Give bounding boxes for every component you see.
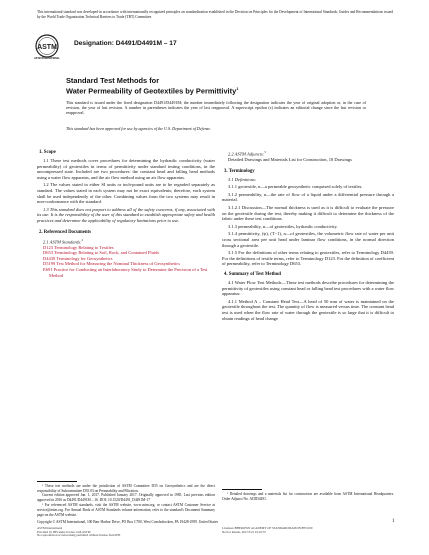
para-3-1-2-1: 3.1.2.1 Discussion—The normal thickness is used as it is difficult to evaluate the pressure on the geotextile during the test, thereby making it difficult to determine the thickness of the fabric under these test conditions. [222, 205, 394, 222]
section-1-heading: 1. Scope [39, 150, 56, 155]
footnote-1: ¹ These test methods are under the jurisdiction of ASTM Committee D35 on Geosynthetics and are the direct responsibility of Subcommittee D35.03 on Permeability and Filtration. [37, 484, 215, 493]
referenced-documents-list [43, 245, 215, 279]
astm-standards-sup: 2 [81, 237, 84, 242]
para-4-1: 4.1 Water Flow Test Methods—These test methods describe procedures for determining the permittivity of geotextiles using constant head or falling head test procedures with a water flow apparatus: [222, 280, 394, 297]
para-2-2 [222, 150, 394, 157]
para-1-1: 1.1 These test methods cover procedures for determining the hydraulic conductivity (water permeability) of geotextiles in terms of permittivity under standard testing conditions, in the uncompressed state. Included are two procedures: the constant head and falling head methods using a water flow apparatus, and the air flow method using an air flow apparatus. [37, 158, 215, 180]
left-column [37, 150, 215, 278]
para-3-1-3: 3.1.3 permeability, n—of geotextiles, hydraulic conductivity. [228, 223, 338, 229]
astm-logo [34, 33, 60, 63]
header-notice: This international standard was developed in accordance with internationally recognized principles on standardization established in the Decision on Principles for the Development of International Standards, Guides and Recommendations issued by the World Trade Organization Technical Barriers to Trade (TBT) Committee. [37, 10, 393, 19]
footnote-3: ³ Detailed drawings and a materials list for construction are available from ASTM International Headquarters. Order Adjunct No. ADJD4491. [222, 492, 394, 501]
ref-text: Terminology for Geosynthetics [55, 255, 113, 261]
title-footnote-mark: 1 [236, 86, 239, 91]
para-3-1: 3.1 Definitions: [228, 176, 257, 182]
section-4-heading: 4. Summary of Test Method [224, 272, 281, 277]
ref-link-d4439[interactable]: D4439 [43, 255, 56, 261]
ref-text: Practice for Conducting an Interlaboratory Study to Determine the Precision of a Test Method [49, 267, 208, 278]
left-footnotes [37, 484, 215, 517]
ref-text: Terminology Relating to Textiles [53, 244, 114, 250]
adjuncts-label: 2.2 ASTM Adjuncts: [228, 151, 265, 157]
footnote-divider-left [37, 481, 77, 482]
footer-left-3: No reproduction or networking permitted without license from IHS [37, 533, 121, 538]
ref-link-d5199[interactable]: D5199 [43, 261, 56, 267]
para-4-1-1: 4.1.1 Method A – Constant Head Test—A head of 50 mm of water is maintained on the geotextile throughout the test. The quantity of flow is measured versus time. The constant head test is used when the flow rate of water through the geotextile is so large that it is difficult to obtain readings of head change [222, 298, 394, 321]
astm-standards-text: 2.1 ASTM Standards: [43, 239, 82, 245]
page-title [66, 86, 238, 95]
designation: Designation: D4491/D4491M – 17 [74, 40, 177, 47]
footer-left-2: Provided by IHS under license with ASTM [37, 529, 91, 534]
section-2-heading: 2. Referenced Documents [39, 229, 91, 235]
right-column [222, 150, 394, 321]
ref-link-d653[interactable]: D653 [43, 250, 53, 256]
para-3-1-5: 3.1.5 For the definitions of other terms relating to geotextiles, refer to Terminology D4439. For the definitions of textile terms, refer to Terminology D123. For the definition of coefficient of permeability, refer to Terminology D653. [222, 250, 394, 267]
footer-license-left [37, 527, 217, 538]
adjuncts-text: Detailed Drawings and Materials List for Construction, 10 Drawings [228, 157, 352, 163]
footnote-1b: Current edition approved Jan. 1, 2017. Published January 2017. Originally approved in 1985. Last previous edition approved in 2016 as D4491/D4491M – 16. DOI: 10.1520/D4491_D4491M-17 [37, 493, 215, 502]
para-3-1-2: 3.1.2 permeability, n—the rate of flow of a liquid under a differential pressure through a material. [222, 191, 394, 203]
ref-text: Terminology Relating to Soil, Rock, and Contained Fluids [53, 250, 160, 256]
para-1-2: 1.2 The values stated in either SI units or inch-pound units are to be regarded separately as standard. The values stated in each system may not be exact equivalents; therefore, each system shall be used independently of the other. Combining values from the two systems may result in non-conformance with the standard. [37, 182, 215, 205]
footnote-2: ² For referenced ASTM standards, visit the ASTM website, www.astm.org, or contact ASTM Customer Service at service@astm.org. For Annual Book of ASTM Standards volume information, refer to the standard's Document Summary page on the ASTM website. [37, 503, 215, 517]
ref-text: Test Method for Measuring the Nominal Thickness of Geosynthetics [55, 261, 180, 267]
svg-text:ASTM: ASTM [37, 44, 57, 51]
footer-license-right [222, 527, 394, 534]
title-line1: Standard Test Methods for [66, 76, 160, 85]
adjuncts-sup: 3 [264, 150, 266, 154]
standard-note: This standard is issued under the fixed designation D4491/D4491M; the number immediately following the designation indicates the year of original adoption or, in the case of revision, the year of last revision. A number in parentheses indicates the year of last reapproval. A superscript epsilon (ε) indicates an editorial change since the last revision or reapproval. [66, 100, 366, 116]
para-1-3: 1.3 This standard does not purport to address all of the safety concerns, if any, associated with its use. It is the responsibility of the user of this standard to establish appropriate safety and health practices and determine the applicability of regulatory limitations prior to use. [37, 206, 215, 223]
logo-text: ASTM INTERNATIONAL [34, 58, 60, 60]
footer-right-2: Not for Resale, 2017/3/21 01:16:57 [222, 529, 266, 534]
footer-right-1: Licensee=BHEROWN ACADEMY OF STANDARDIZATION 8872100 [222, 526, 313, 530]
ref-link-d123[interactable]: D123 [43, 244, 53, 250]
ref-item [43, 267, 215, 278]
ref-link-e691[interactable]: E691 [43, 267, 53, 272]
page-number: 1 [392, 519, 395, 524]
dod-note: This standard has been approved for use by agencies of the U.S. Department of Defense. [66, 126, 212, 131]
footnote-divider-right [222, 489, 262, 490]
para-3-1-4: 3.1.4 permittivity, (ψ), (T−1), n—of geotextiles, the volumetric flow rate of water per unit cross sectional area per unit head under laminar flow conditions, in the normal direction through a geotextile. [222, 231, 394, 248]
astm-standards-label [37, 238, 215, 245]
section-3-heading: 3. Terminology [224, 168, 255, 174]
title-line2: Water Permeability of Geotextiles by Permittivity [66, 86, 237, 96]
copyright-line: Copyright © ASTM International, 100 Barr Harbor Drive, PO Box C700, West Conshohocken, PA 19428-2959. United States [37, 520, 219, 524]
para-3-1-1: 3.1.1 geotextile, n—a permeable geosynthetic comprised solely of textiles. [228, 184, 363, 190]
footer-left-1: ASTM International [37, 526, 63, 530]
